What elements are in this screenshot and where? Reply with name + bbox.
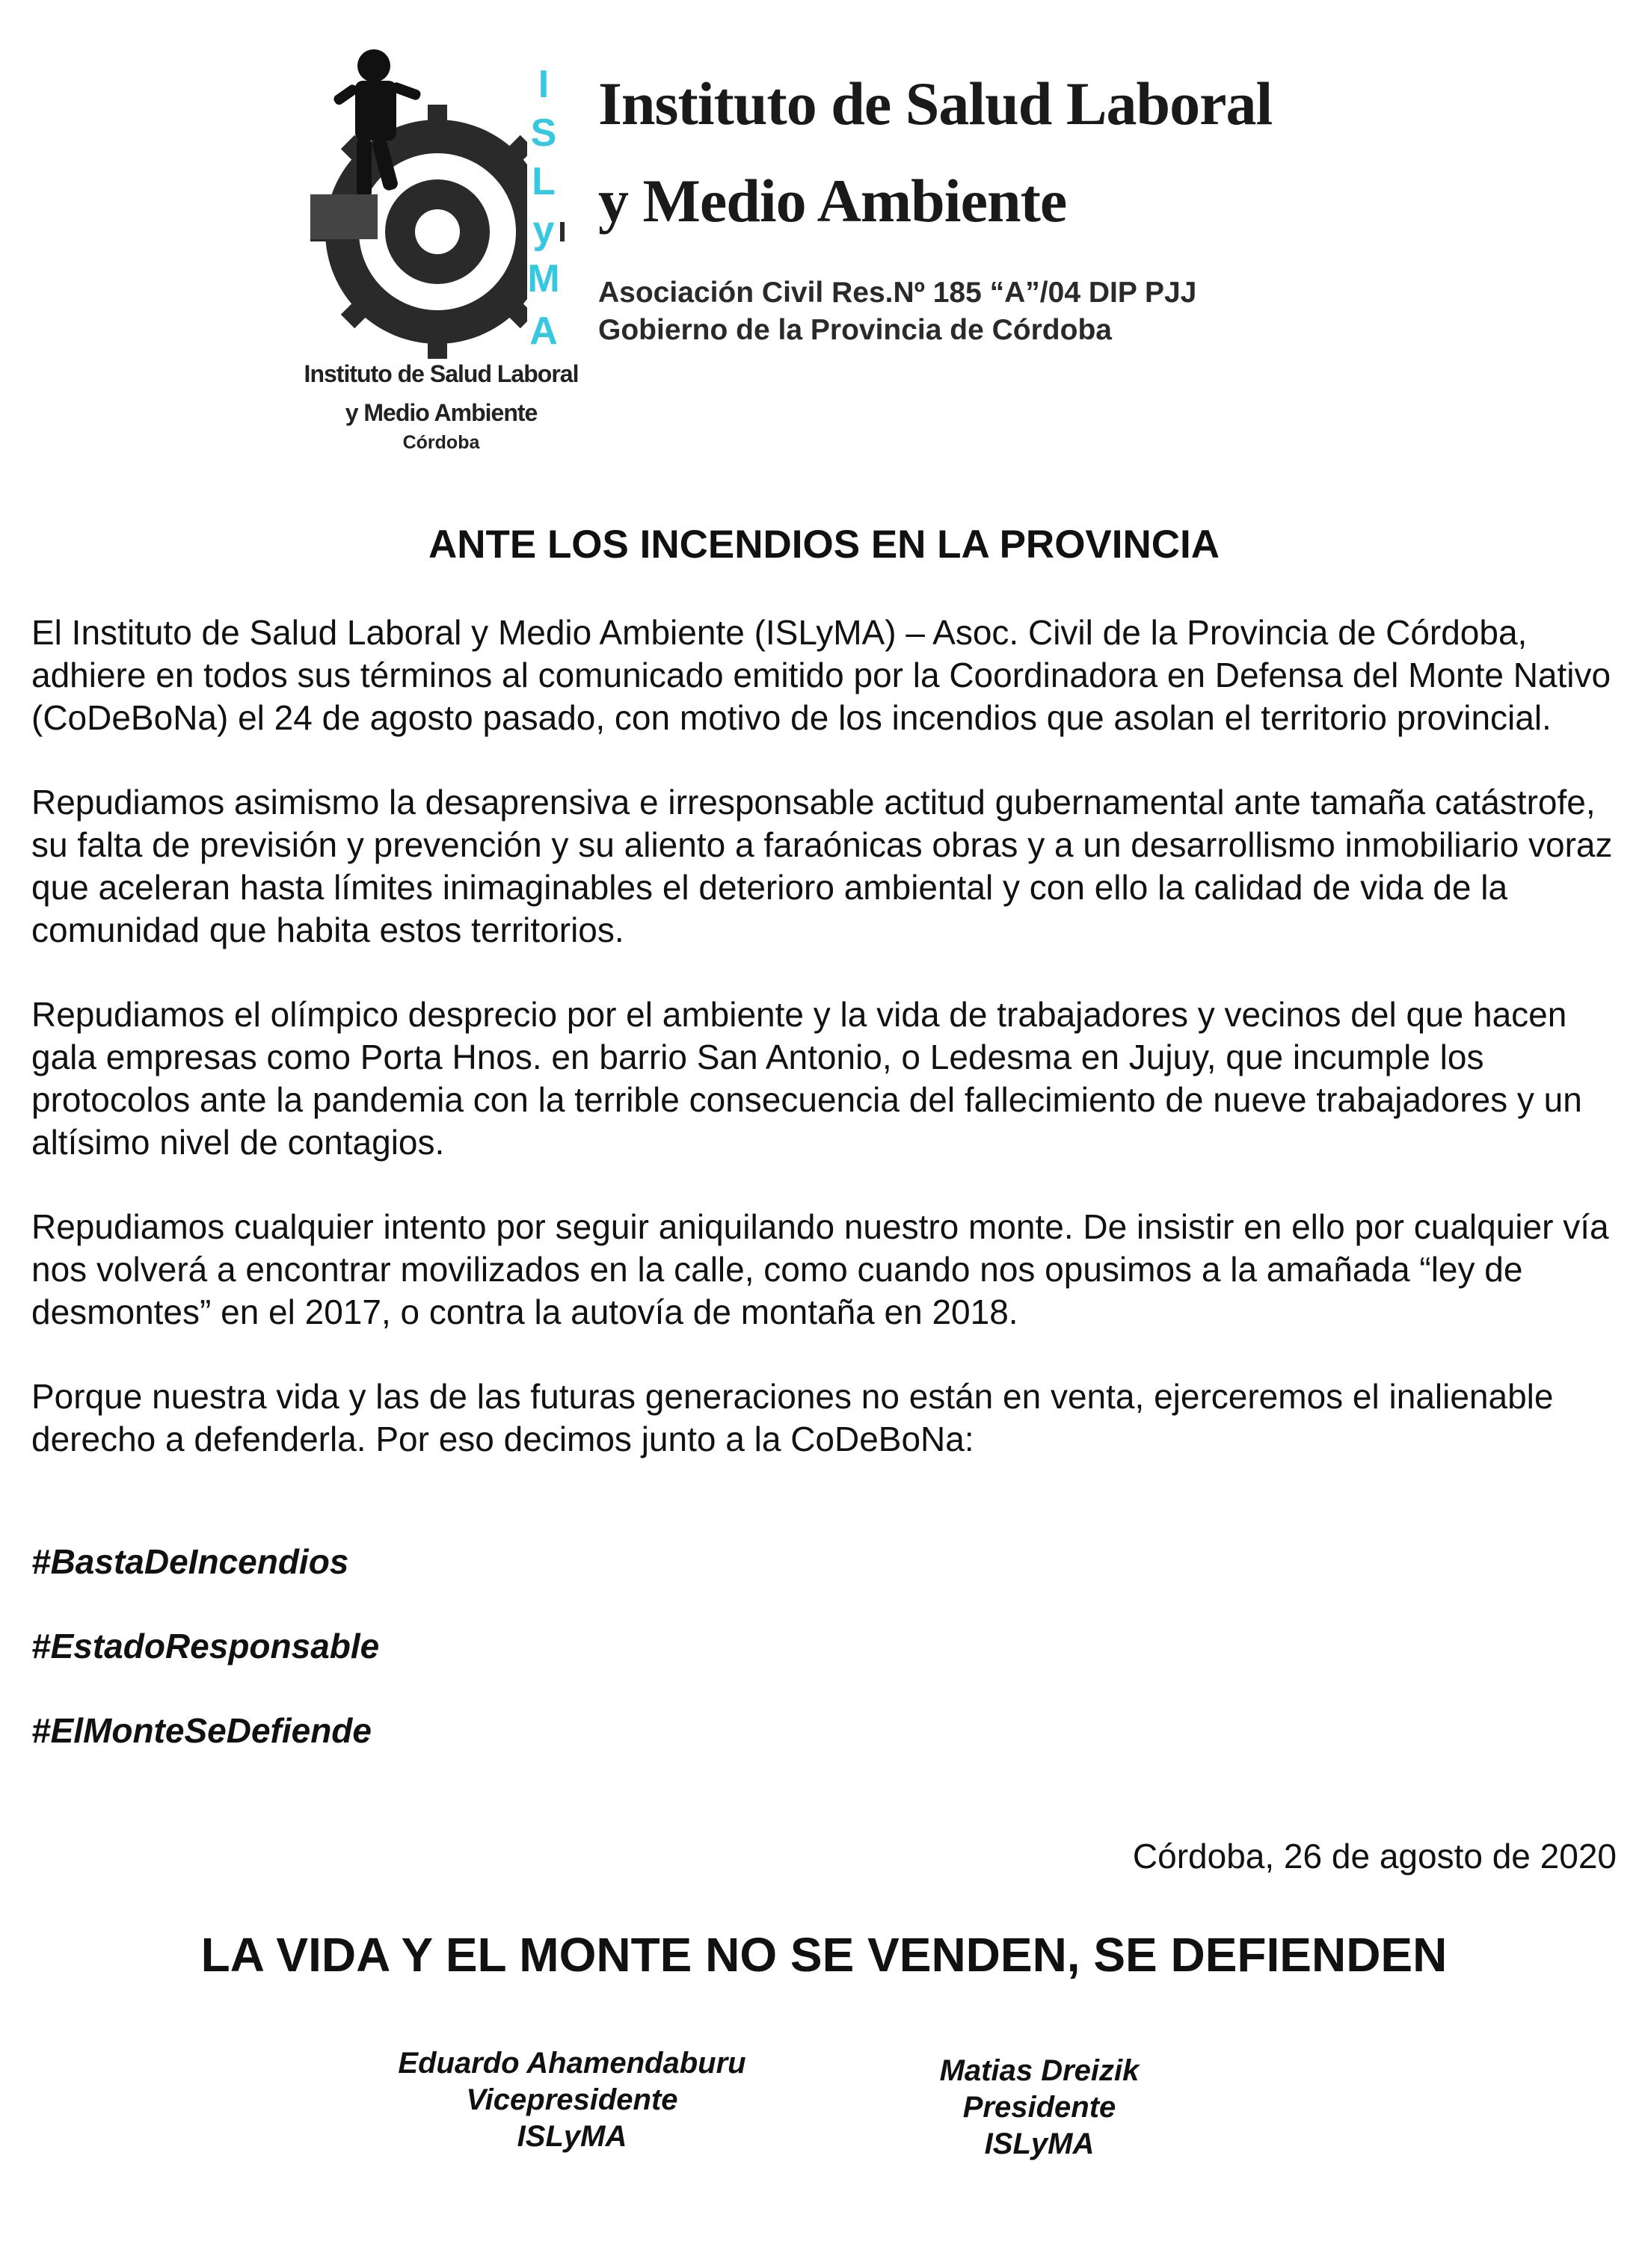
paragraph: Repudiamos el olímpico desprecio por el ambiente y la vida de trabajadores y vecinos del que hacen gala empresas como Porta Hnos. en barrio San Antonio, o Ledesma en Jujuy, que incumple los protocolos ante la pandemia con la terrible consecuencia del fallecimiento de nueve trabajadores y un altísimo nivel de contagios.: [31, 995, 1582, 1162]
document-date: Córdoba, 26 de agosto de 2020: [1132, 1837, 1617, 1876]
document-body: [31, 611, 1632, 1503]
signatory-role: Vicepresidente: [466, 2083, 678, 2116]
svg-text:L: L: [532, 160, 556, 203]
islyma-logo-icon: [303, 45, 572, 359]
svg-text:y: y: [532, 209, 555, 252]
svg-text:I: I: [538, 63, 550, 106]
paragraph: Porque nuestra vida y las de las futuras generaciones no están en venta, ejerceremos el inalienable derecho a defenderla. Por eso decimos junto a la CoDeBoNa:: [31, 1377, 1554, 1458]
hashtag-list: [31, 1541, 379, 1795]
svg-text:A: A: [529, 309, 558, 353]
org-name-line2: y Medio Ambiente: [598, 167, 1067, 235]
org-government: Gobierno de la Provincia de Córdoba: [598, 314, 1112, 346]
signatory-name: Eduardo Ahamendaburu: [398, 2047, 746, 2080]
signatory-role: Presidente: [962, 2091, 1116, 2124]
hashtag: #BastaDeIncendios: [31, 1542, 349, 1581]
signature-block: [890, 2053, 1189, 2163]
logo-caption-line2: y Medio Ambiente: [345, 399, 538, 426]
signature-block: [389, 2045, 755, 2155]
slogan: LA VIDA Y EL MONTE NO SE VENDEN, SE DEFIENDEN: [200, 1928, 1448, 1982]
signatory-name: Matias Dreizik: [939, 2054, 1140, 2087]
svg-text:S: S: [530, 111, 557, 155]
letterhead: [0, 0, 1648, 478]
logo-caption-line1: Instituto de Salud Laboral: [304, 360, 579, 387]
org-registration: Asociación Civil Res.Nº 185 “A”/04 DIP PJJ: [598, 277, 1197, 309]
document-title: ANTE LOS INCENDIOS EN LA PROVINCIA: [428, 523, 1220, 567]
hashtag: #ElMonteSeDefiende: [31, 1711, 372, 1750]
signatory-org: ISLyMA: [517, 2120, 627, 2153]
logo-caption-line3: Córdoba: [402, 432, 480, 453]
svg-text:M: M: [527, 257, 560, 301]
hashtag: #EstadoResponsable: [31, 1627, 380, 1665]
paragraph: Repudiamos cualquier intento por seguir aniquilando nuestro monte. De insistir en ello por cualquier vía nos volverá a encontrar movilizados en la calle, como cuando nos opusimos a la amañada “ley de desmontes” en el 2017, o contra la autovía de montaña en 2018.: [31, 1207, 1609, 1331]
signatory-org: ISLyMA: [984, 2127, 1095, 2160]
org-name-line1: Instituto de Salud Laboral: [598, 70, 1273, 138]
paragraph: Repudiamos asimismo la desaprensiva e irresponsable actitud gubernamental ante tamaña catástrofe, su falta de previsión y prevención y su aliento a faraónicas obras y a un desarrollismo inmobiliario voraz que aceleran hasta límites inimaginables el deterioro ambiental y con ello la calidad de vida de la comunidad que habita estos territorios.: [31, 783, 1613, 949]
paragraph: El Instituto de Salud Laboral y Medio Ambiente (ISLyMA) – Asoc. Civil de la Provincia de Córdoba, adhiere en todos sus términos al comunicado emitido por la Coordinadora en Defensa del Monte Nativo (CoDeBoNa) el 24 de agosto pasado, con motivo de los incendios que asolan el territorio provincial.: [31, 613, 1611, 737]
